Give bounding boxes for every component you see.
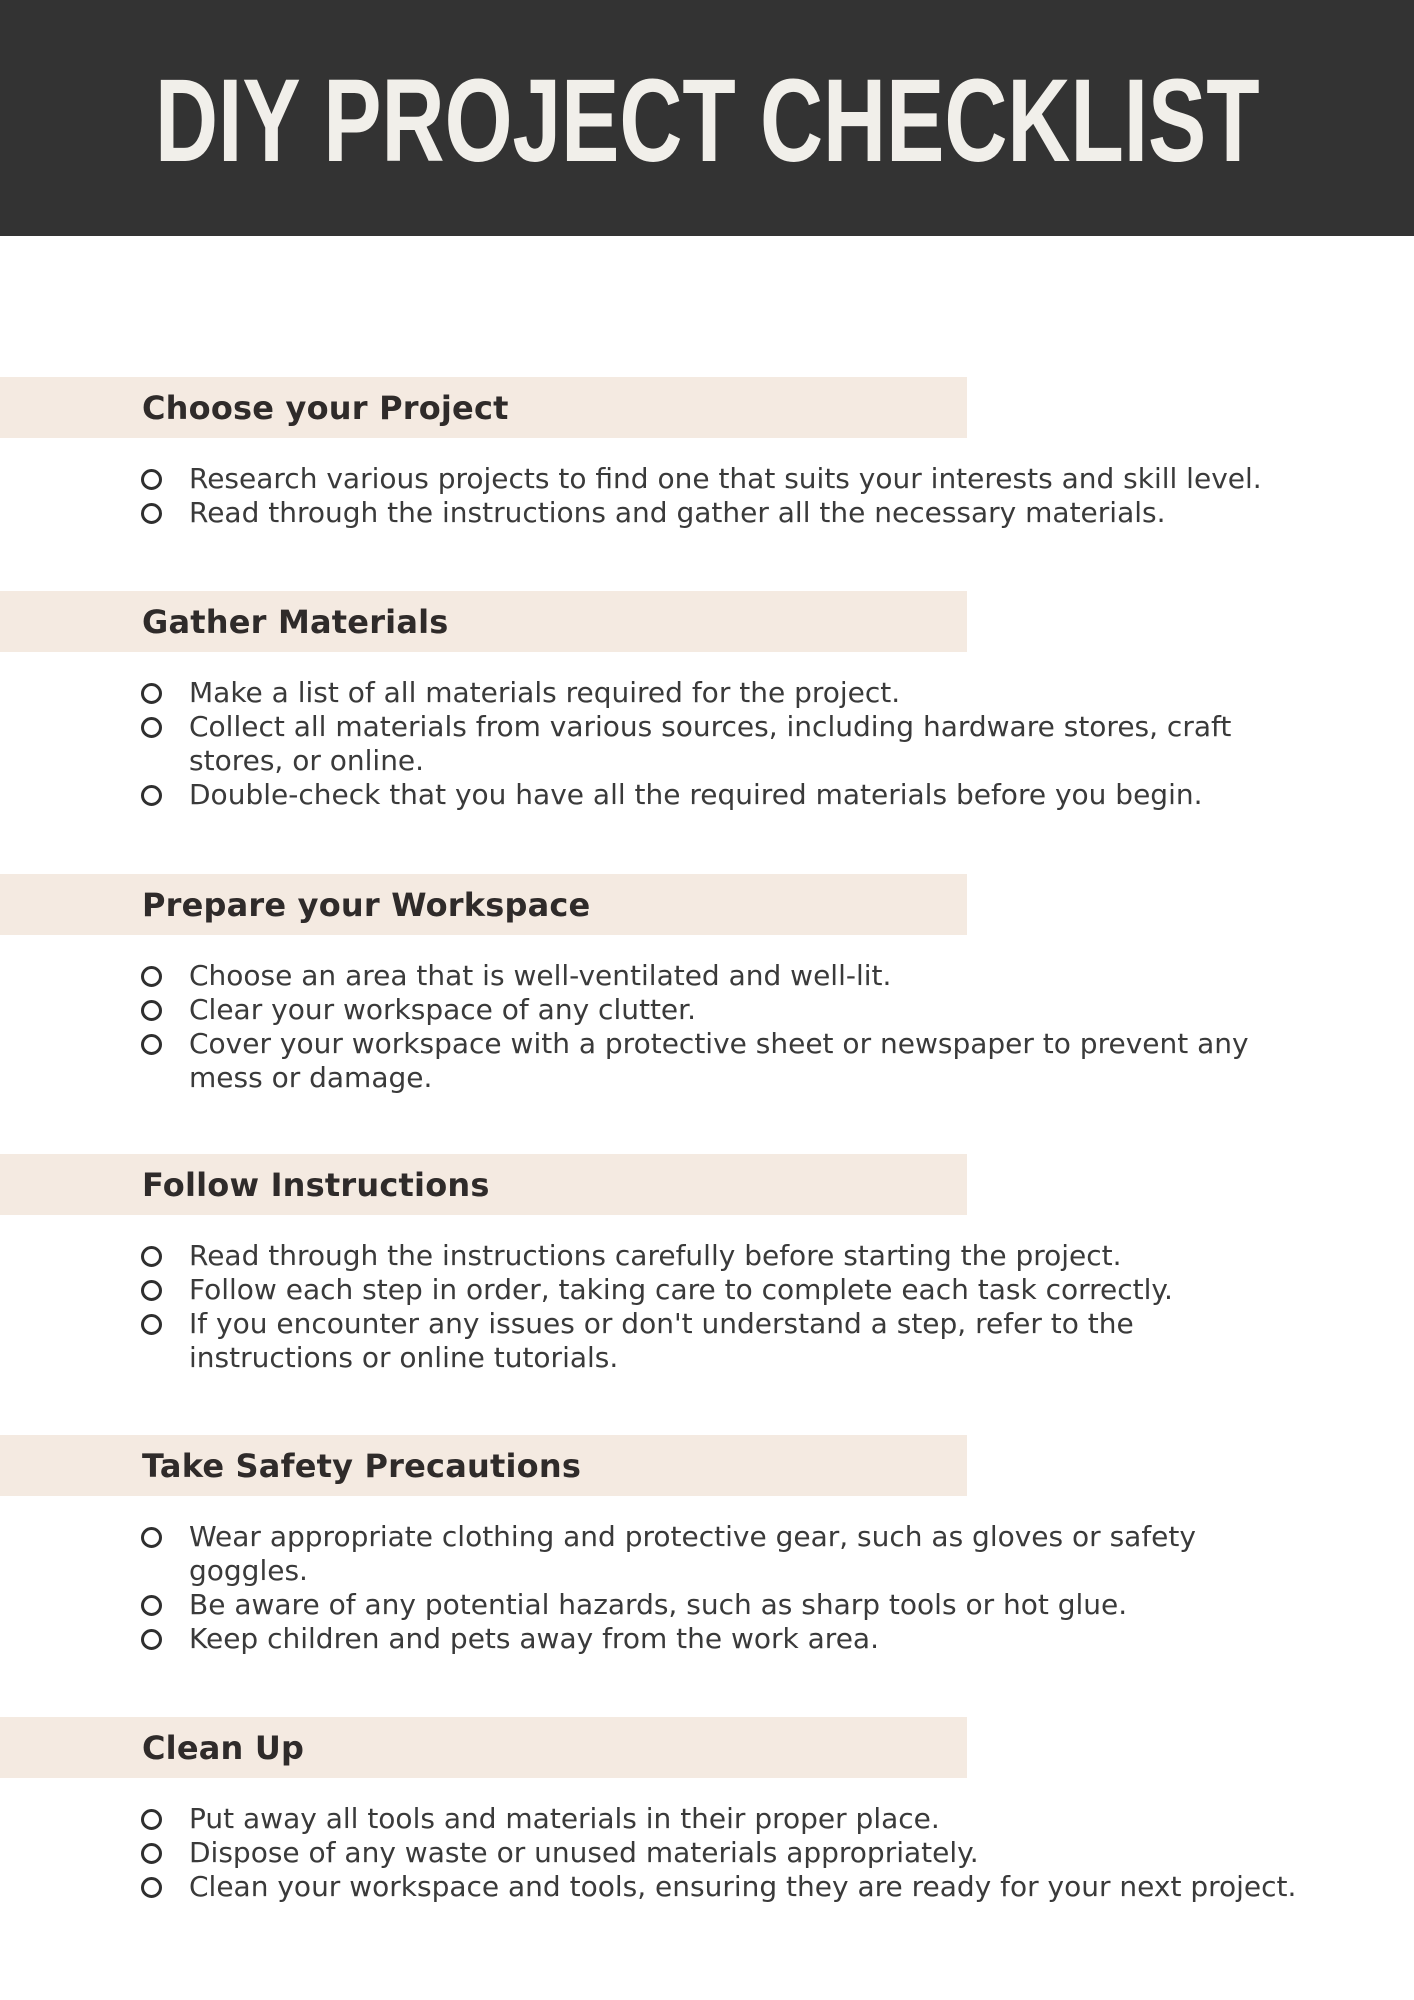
checklist-item-text: Research various projects to find one that suits your interests and skill level. <box>189 462 1262 495</box>
checklist-item-text: Read through the instructions carefully before starting the project. <box>189 1239 1122 1272</box>
checkbox-circle-icon[interactable] <box>141 785 162 806</box>
checklist-item <box>140 1307 1305 1375</box>
checklist-item <box>140 1273 1305 1307</box>
checklist <box>140 1520 1305 1656</box>
checklist-item-text: Clean your workspace and tools, ensuring they are ready for your next project. <box>189 1870 1297 1903</box>
checklist-item <box>140 1588 1305 1622</box>
checklist-item <box>140 676 1305 710</box>
section-title: Follow Instructions <box>142 1165 490 1204</box>
checkbox-circle-icon[interactable] <box>141 1527 162 1548</box>
checklist-item <box>140 462 1305 496</box>
checklist-item-text: Dispose of any waste or unused materials appropriately. <box>189 1836 979 1869</box>
checklist-item-text: Follow each step in order, taking care to complete each task correctly. <box>189 1273 1173 1306</box>
checklist-item-text: Make a list of all materials required for the project. <box>189 676 901 709</box>
checklist <box>140 676 1305 812</box>
page-title: DIY PROJECT CHECKLIST <box>154 55 1260 187</box>
checklist <box>140 1802 1305 1904</box>
checkbox-circle-icon[interactable] <box>141 1280 162 1301</box>
checklist-item-text: Double-check that you have all the required materials before you begin. <box>189 778 1203 811</box>
section-gather-materials <box>0 591 1414 812</box>
checkbox-circle-icon[interactable] <box>141 1629 162 1650</box>
section-title: Take Safety Precautions <box>142 1446 582 1485</box>
checklist <box>140 959 1305 1095</box>
section-follow-instructions <box>0 1154 1414 1375</box>
checklist-item-text: Choose an area that is well-ventilated and well-lit. <box>189 959 892 992</box>
section-heading-band <box>0 377 967 438</box>
checkbox-circle-icon[interactable] <box>141 1000 162 1021</box>
section-heading-band <box>0 1717 967 1778</box>
section-choose-your-project <box>0 377 1414 530</box>
checklist-item <box>140 1802 1305 1836</box>
checkbox-circle-icon[interactable] <box>141 1809 162 1830</box>
checklist <box>140 1239 1305 1375</box>
checklist-item <box>140 1836 1305 1870</box>
checkbox-circle-icon[interactable] <box>141 717 162 738</box>
checkbox-circle-icon[interactable] <box>141 1877 162 1898</box>
checklist-item <box>140 1520 1305 1588</box>
checklist-item-text: Put away all tools and materials in their proper place. <box>189 1802 940 1835</box>
checklist-item-text: If you encounter any issues or don't understand a step, refer to the instructions or online tutorials. <box>189 1307 1134 1374</box>
checkbox-circle-icon[interactable] <box>141 1595 162 1616</box>
section-heading-band <box>0 1435 967 1496</box>
checklist-item-text: Wear appropriate clothing and protective gear, such as gloves or safety goggles. <box>189 1520 1196 1587</box>
checkbox-circle-icon[interactable] <box>141 1246 162 1267</box>
section-title: Prepare your Workspace <box>142 885 591 924</box>
section-take-safety-precautions <box>0 1435 1414 1656</box>
section-clean-up <box>0 1717 1414 1904</box>
section-title: Choose your Project <box>142 388 509 427</box>
checkbox-circle-icon[interactable] <box>141 503 162 524</box>
checkbox-circle-icon[interactable] <box>141 1314 162 1335</box>
section-heading-band <box>0 591 967 652</box>
checklist-item-text: Collect all materials from various sources, including hardware stores, craft stores, or online. <box>189 710 1232 777</box>
checklist-item <box>140 710 1305 778</box>
checklist-item <box>140 993 1305 1027</box>
checklist-item-text: Read through the instructions and gather all the necessary materials. <box>189 496 1166 529</box>
checkbox-circle-icon[interactable] <box>141 469 162 490</box>
checkbox-circle-icon[interactable] <box>141 683 162 704</box>
checklist-item <box>140 1622 1305 1656</box>
checklist-item <box>140 1239 1305 1273</box>
checkbox-circle-icon[interactable] <box>141 1034 162 1055</box>
header-banner <box>0 0 1414 236</box>
checkbox-circle-icon[interactable] <box>141 1843 162 1864</box>
checklist-item <box>140 778 1305 812</box>
section-heading-band <box>0 874 967 935</box>
checklist-item-text: Clear your workspace of any clutter. <box>189 993 696 1026</box>
checklist-item-text: Cover your workspace with a protective sheet or newspaper to prevent any mess or damage. <box>189 1027 1249 1094</box>
section-title: Clean Up <box>142 1728 305 1767</box>
checklist-item-text: Be aware of any potential hazards, such as sharp tools or hot glue. <box>189 1588 1128 1621</box>
section-heading-band <box>0 1154 967 1215</box>
checklist-item <box>140 1027 1305 1095</box>
checklist-item-text: Keep children and pets away from the work area. <box>189 1622 879 1655</box>
checklist <box>140 462 1305 530</box>
checkbox-circle-icon[interactable] <box>141 966 162 987</box>
checklist-item <box>140 959 1305 993</box>
checklist-item <box>140 1870 1305 1904</box>
checklist-item <box>140 496 1305 530</box>
section-prepare-your-workspace <box>0 874 1414 1095</box>
section-title: Gather Materials <box>142 602 449 641</box>
